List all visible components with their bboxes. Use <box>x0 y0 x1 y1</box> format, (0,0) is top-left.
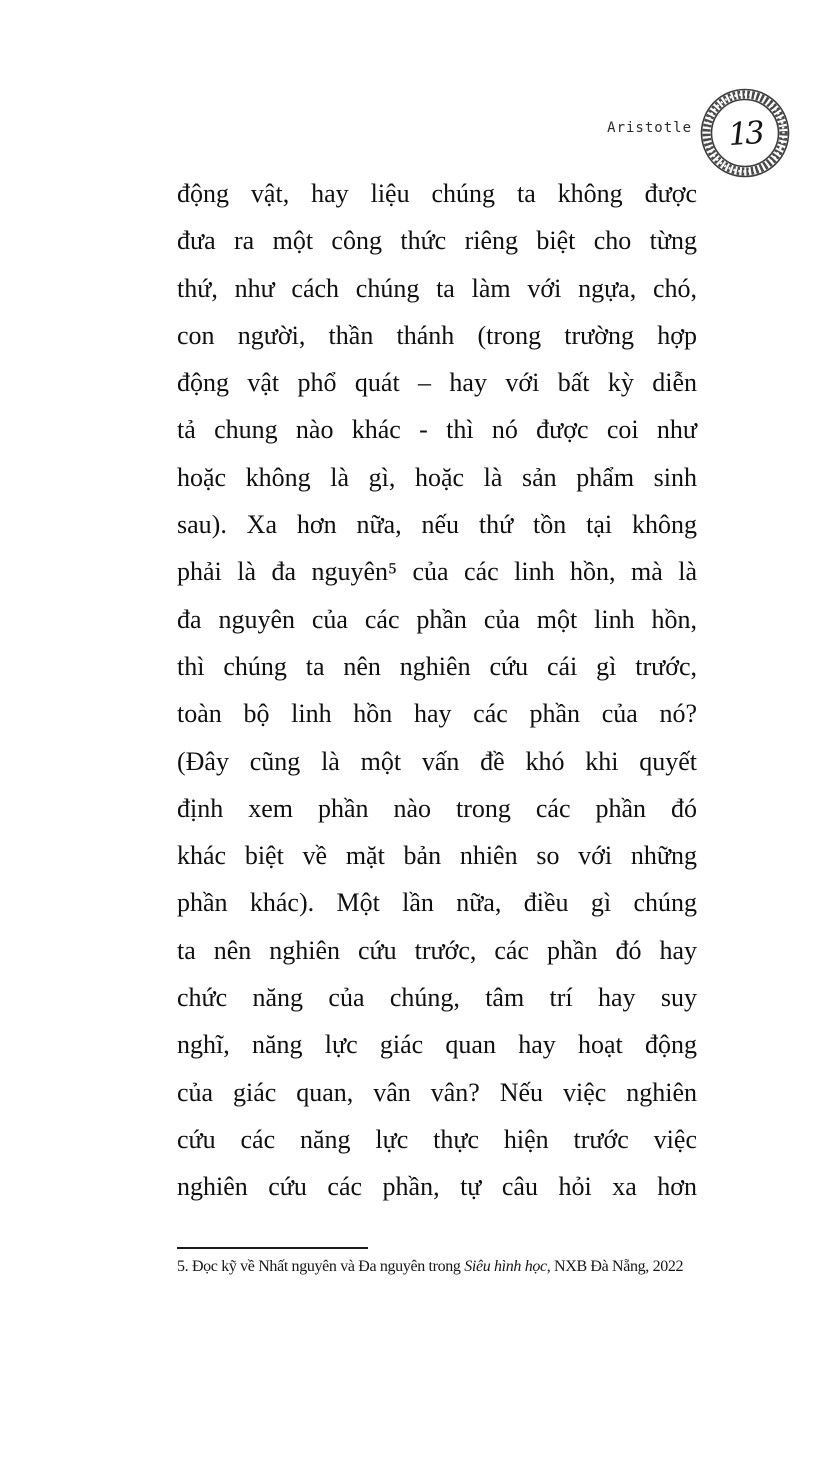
greek-key-ring-icon <box>699 87 791 179</box>
footnote-text-prefix: 5. Đọc kỹ về Nhất nguyên và Đa nguyên trong <box>177 1258 465 1275</box>
body-line: (Đây cũng là một vấn đề khó khi quyết <box>177 746 697 776</box>
body-line: định xem phần nào trong các phần đó <box>177 793 697 823</box>
footnote-text-suffix: , NXB Đà Nẵng, 2022 <box>546 1258 684 1275</box>
body-line: hoặc không là gì, hoặc là sản phẩm sinh <box>177 462 697 492</box>
page-number-badge <box>699 87 791 179</box>
body-line: toàn bộ linh hồn hay các phần của nó? <box>177 699 697 729</box>
body-line: nghiên cứu các phần, tự câu hỏi xa hơn <box>177 1172 697 1202</box>
body-line: cứu các năng lực thực hiện trước việc <box>177 1124 697 1154</box>
body-line: nghĩ, năng lực giác quan hay hoạt động <box>177 1030 697 1060</box>
body-line: thứ, như cách chúng ta làm với ngựa, chó, <box>177 273 697 303</box>
body-line: sau). Xa hơn nữa, nếu thứ tồn tại không <box>177 510 697 540</box>
body-line: đa nguyên của các phần của một linh hồn, <box>177 604 697 634</box>
body-line: phải là đa nguyên⁵ của các linh hồn, mà là <box>177 557 697 587</box>
page-number: 13 <box>727 114 764 154</box>
body-line: chức năng của chúng, tâm trí hay suy <box>177 983 697 1013</box>
body-line: con người, thần thánh (trong trường hợp <box>177 320 697 350</box>
body-line: đưa ra một công thức riêng biệt cho từng <box>177 226 697 256</box>
body-line: động vật, hay liệu chúng ta không được <box>177 179 697 208</box>
body-line: động vật phổ quát – hay với bất kỳ diễn <box>177 368 697 398</box>
footnote <box>177 1258 683 1276</box>
footnote-separator <box>177 1247 368 1249</box>
body-line: khác biệt về mặt bản nhiên so với những <box>177 841 697 871</box>
body-line: của giác quan, vân vân? Nếu việc nghiên <box>177 1077 697 1107</box>
body-line: tả chung nào khác - thì nó được coi như <box>177 415 697 445</box>
body-line: ta nên nghiên cứu trước, các phần đó hay <box>177 935 697 965</box>
body-line: phần khác). Một lần nữa, điều gì chúng <box>177 888 697 918</box>
footnote-book-title: Siêu hình học <box>464 1258 547 1275</box>
body-text-block <box>177 170 697 1211</box>
running-head-author: Aristotle <box>607 120 692 136</box>
body-line: thì chúng ta nên nghiên cứu cái gì trước, <box>177 651 697 681</box>
